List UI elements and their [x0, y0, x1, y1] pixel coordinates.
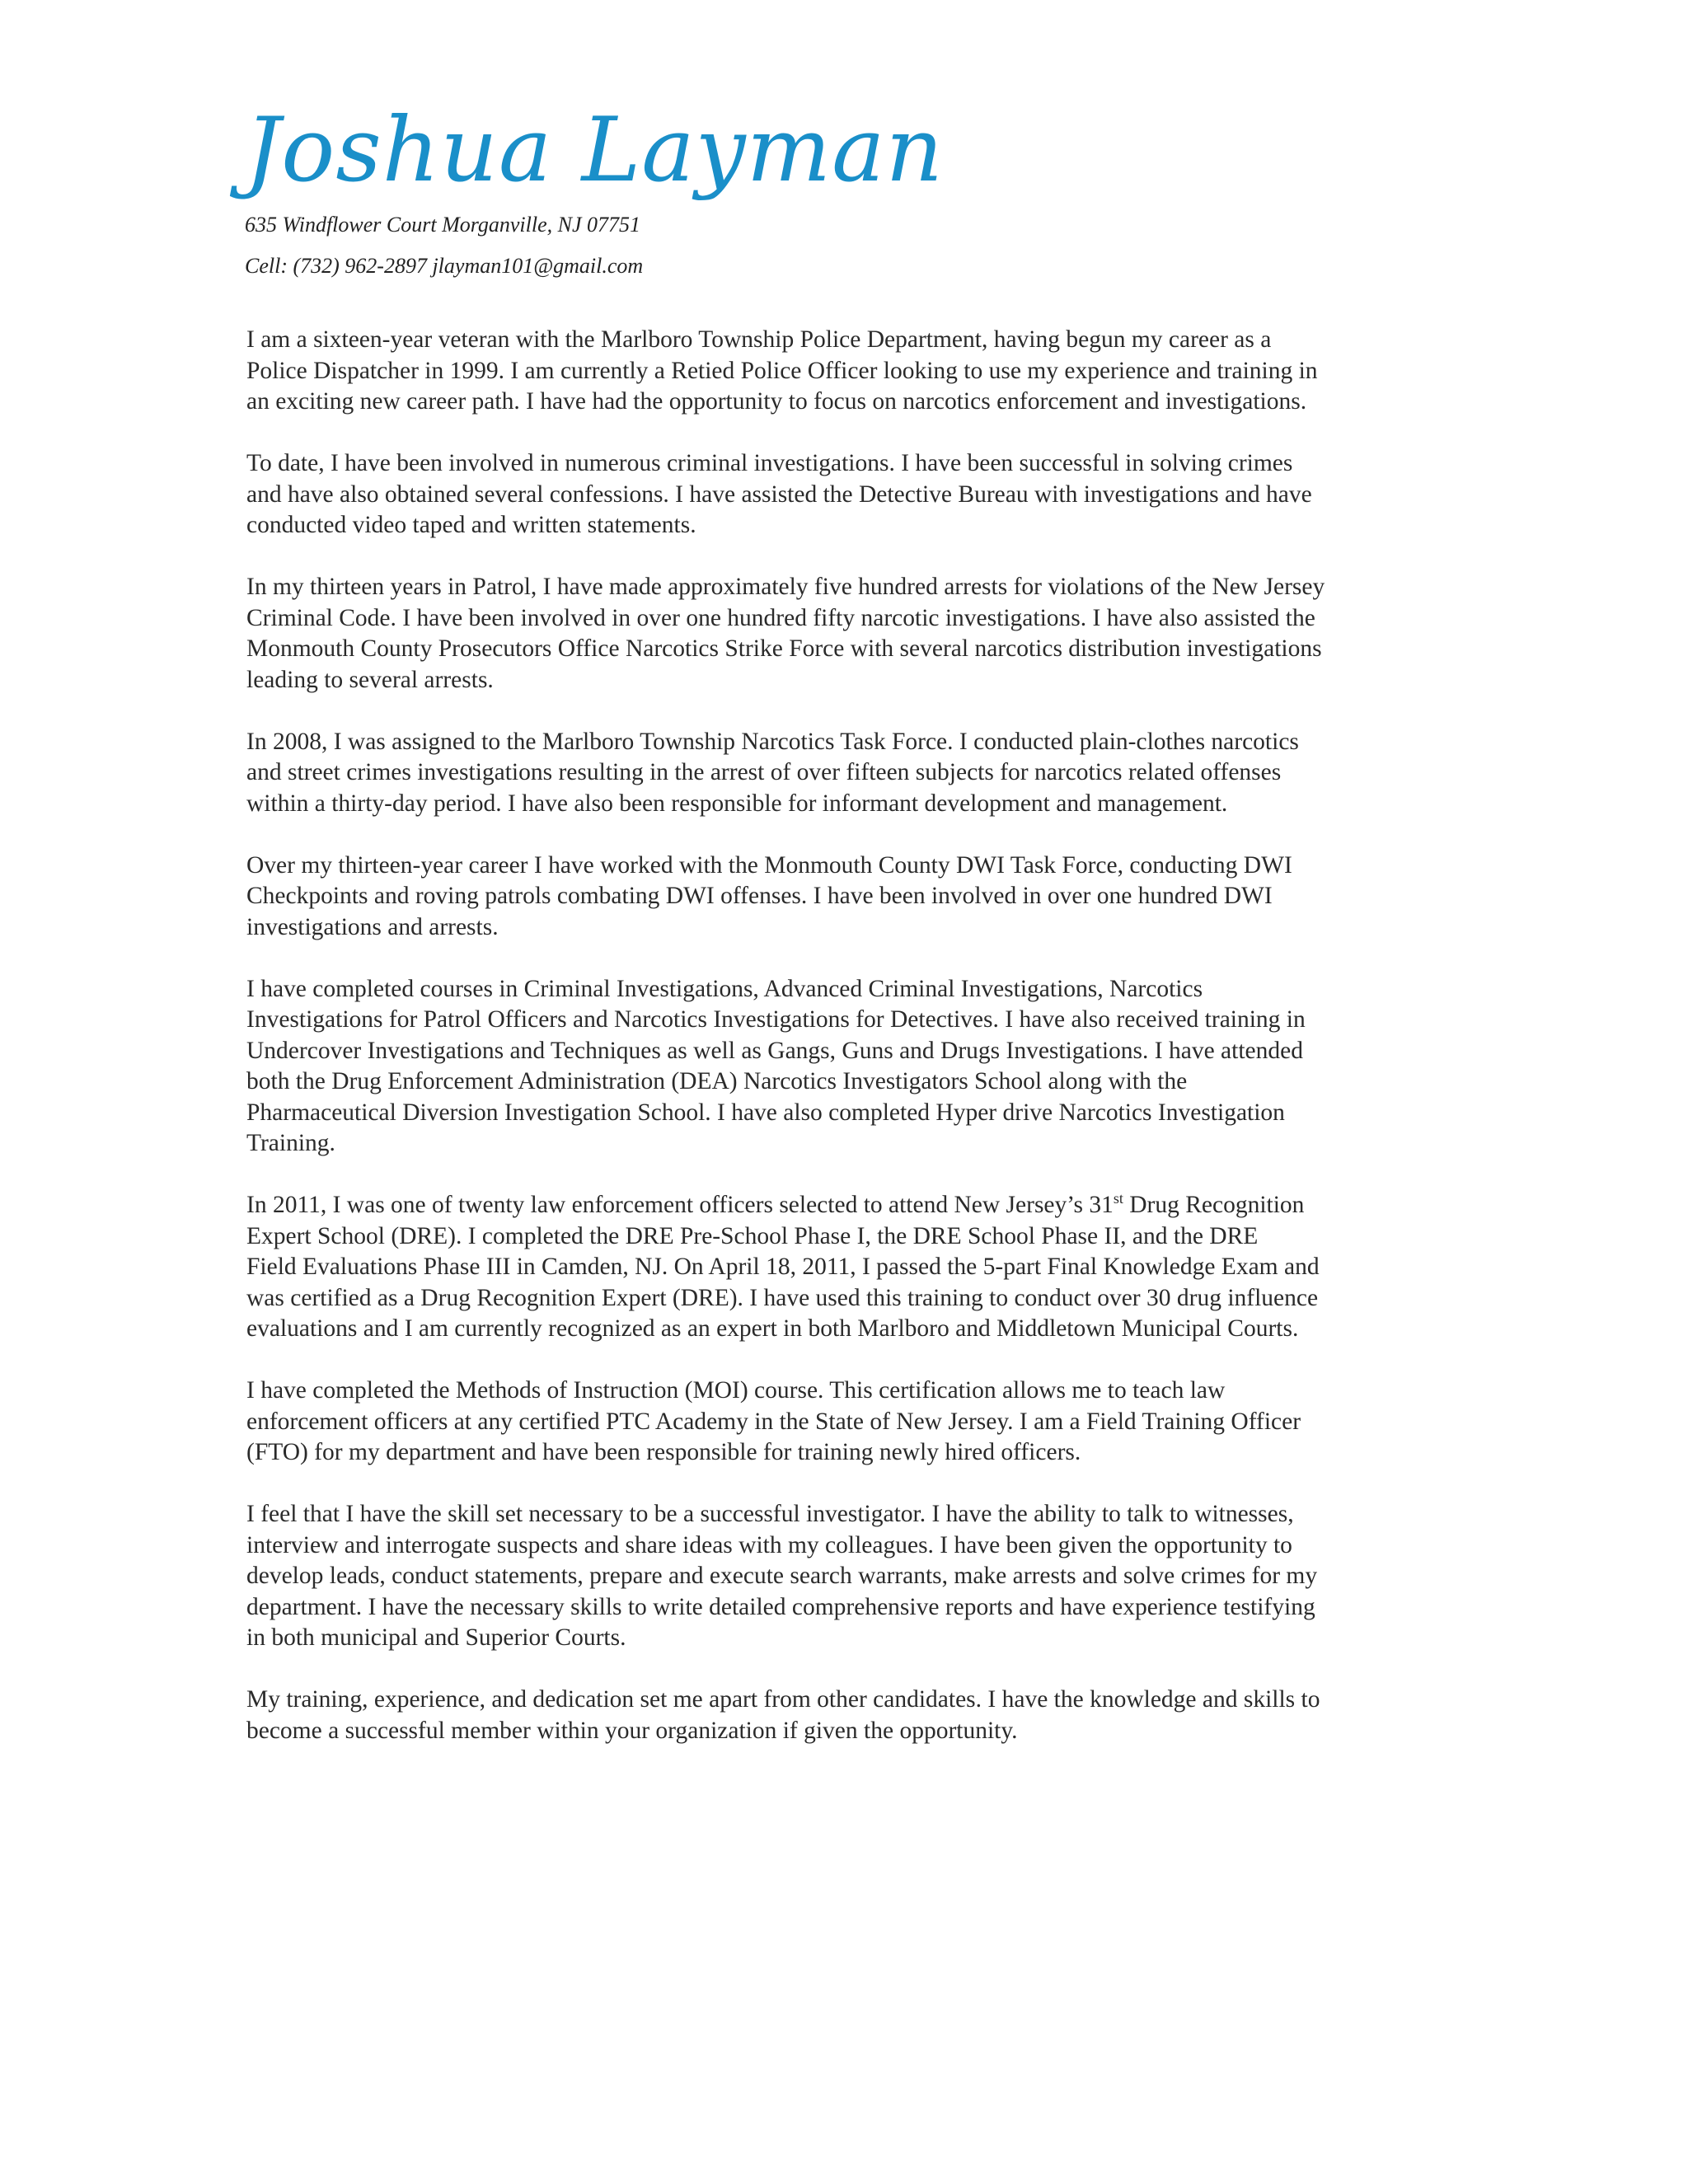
paragraph-skills: I feel that I have the skill set necessary to be a successful investigator. I have the ability to talk to witnesses, interview and interrogate suspects and share ideas with my colleagues. I have been given the opportunity to develop leads, conduct statements, prepare and execute search warrants, make arrests and solve crimes for my department. I have the necessary skills to write detailed comprehensive reports and have experience testifying in both municipal and Superior Courts.	[246, 1501, 1318, 1651]
contact-line: Cell: (732) 962-2897 jlayman101@gmail.com	[245, 254, 644, 278]
paragraph-courses: I have completed courses in Criminal Investigations, Advanced Criminal Investigations, Narcotics Investigations for Patrol Officers and Narcotics Investigations for Detectives. I have also received training in Undercover Investigations and Techniques as well as Gangs, Guns and Drugs Investigations. I have attended both the Drug Enforcement Administration (DEA) Narcotics Investigators School along with the Pharmaceutical Diversion Investigation School. I have also completed Hyper drive Narcotics Investigation Training.	[246, 975, 1306, 1156]
paragraph-intro: I am a sixteen-year veteran with the Marlboro Township Police Department, having begun my career as a Police Dispatcher in 1999. I am currently a Retied Police Officer looking to use my experience and training in an exciting new career path. I have had the opportunity to focus on narcotics enforcement and investigations.	[246, 326, 1318, 415]
paragraph-investigations: To date, I have been involved in numerous criminal investigations. I have been successful in solving crimes and have also obtained several confessions. I have assisted the Detective Bureau with investigations and have conducted video taped and written statements.	[246, 450, 1312, 538]
letterhead	[245, 97, 1481, 287]
paragraph-dre	[246, 1190, 1450, 1345]
applicant-name: Joshua Layman	[245, 99, 945, 202]
address-line: 635 Windflower Court Morganville, NJ 07751	[245, 213, 641, 237]
letter-body	[246, 325, 1450, 1778]
dre-text-start: In 2011, I was one of twenty law enforcement officers selected to attend New Jersey’s 31	[246, 1192, 1114, 1218]
ordinal-suffix: st	[1113, 1190, 1123, 1207]
paragraph-instruction: I have completed the Methods of Instruction (MOI) course. This certification allows me to teach law enforcement officers at any certified PTC Academy in the State of New Jersey. I am a Field Training Officer (FTO) for my department and have been responsible for training newly hired officers.	[246, 1377, 1301, 1465]
paragraph-task-force: In 2008, I was assigned to the Marlboro Township Narcotics Task Force. I conducted plain-clothes narcotics and street crimes investigations resulting in the arrest of over fifteen subjects for narcotics related offenses within a thirty-day period. I have also been responsible for informant development and management.	[246, 728, 1299, 817]
dre-text-rest: Drug Recognition Expert School (DRE). I completed the DRE Pre-School Phase I, the DRE School Phase II, and the DRE Field Evaluations Phase III in Camden, NJ. On April 18, 2011, I passed the 5-part Final Knowledge Exam and was certified as a Drug Recognition Expert (DRE). I have used this training to conduct over 30 drug influence evaluations and I am currently recognized as an expert in both Marlboro and Middletown Municipal Courts.	[246, 1192, 1320, 1342]
paragraph-dwi: Over my thirteen-year career I have worked with the Monmouth County DWI Task Force, conducting DWI Checkpoints and roving patrols combating DWI offenses. I have been involved in over one hundred DWI investigations and arrests.	[246, 851, 1292, 940]
paragraph-patrol: In my thirteen years in Patrol, I have made approximately five hundred arrests for violations of the New Jersey Criminal Code. I have been involved in over one hundred fifty narcotic investigations. I have also assisted the Monmouth County Prosecutors Office Narcotics Strike Force with several narcotics distribution investigations leading to several arrests.	[246, 574, 1325, 693]
paragraph-closing: My training, experience, and dedication set me apart from other candidates. I have the knowledge and skills to become a successful member within your organization if given the opportunity.	[246, 1686, 1320, 1744]
